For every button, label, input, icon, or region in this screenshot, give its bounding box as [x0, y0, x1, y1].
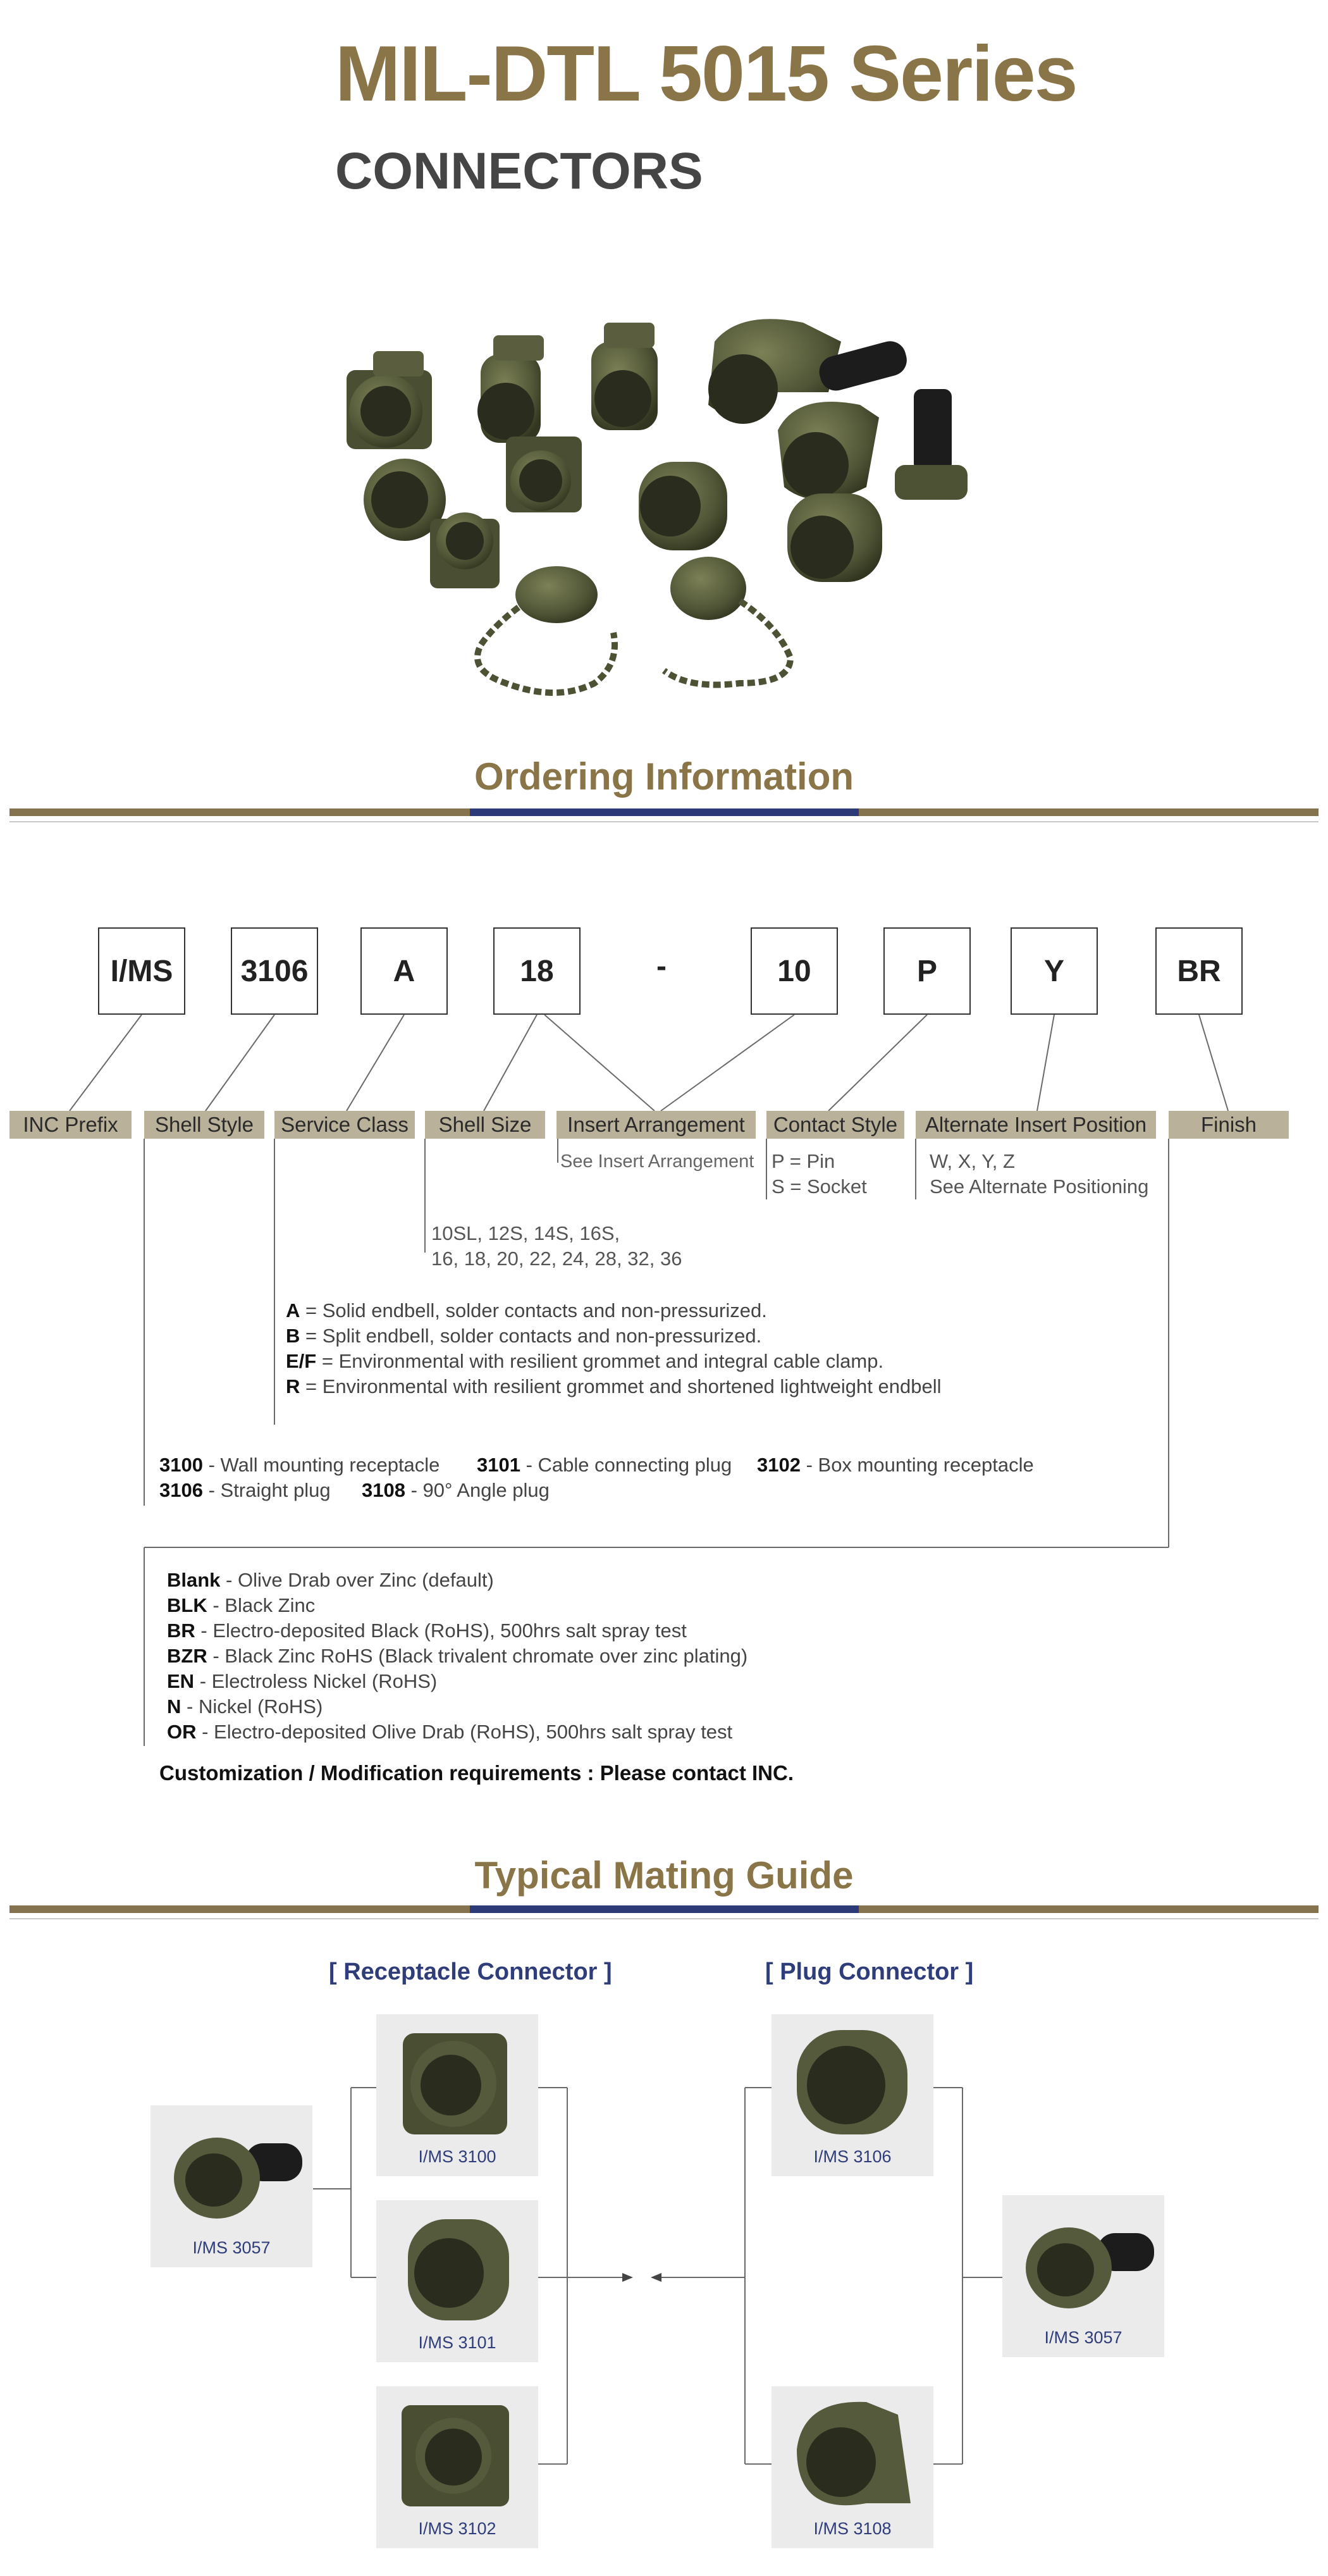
card-caption: I/MS 3100 [418, 2147, 496, 2166]
finish-br: BR - Electro-deposited Black (RoHS), 500hrs salt spray test [167, 1619, 687, 1642]
label-insert-arrangement: Insert Arrangement [556, 1111, 756, 1139]
card-ims3057-right [1002, 2195, 1164, 2357]
page-subtitle: CONNECTORS [335, 142, 703, 200]
pn-insert-box: 10 [751, 927, 838, 1015]
receptacle-heading: [ Receptacle Connector ] [329, 1959, 612, 1985]
card-ims3102 [376, 2386, 538, 2548]
card-ims3106 [772, 2014, 933, 2176]
contact-pin: P = Pin [772, 1150, 835, 1172]
label-contact-style: Contact Style [766, 1111, 904, 1139]
label-service-class: Service Class [274, 1111, 415, 1139]
ordering-section-title: Ordering Information [474, 755, 854, 798]
card-caption: I/MS 3101 [418, 2333, 496, 2352]
service-class-a: A = Solid endbell, solder contacts and non-pressurized. [286, 1299, 767, 1322]
label-shell-style: Shell Style [144, 1111, 264, 1139]
customization-note: Customization / Modification requirements : Please contact INC. [159, 1761, 794, 1785]
card-caption: I/MS 3057 [192, 2238, 271, 2257]
finish-bzr: BZR - Black Zinc RoHS (Black trivalent chromate over zinc plating) [167, 1645, 748, 1667]
pn-service-class-box: A [360, 927, 448, 1015]
card-caption: I/MS 3106 [813, 2147, 892, 2166]
shell-style-3102: 3102 - Box mounting receptacle [757, 1454, 1034, 1476]
finish-blk: BLK - Black Zinc [167, 1594, 316, 1616]
card-caption: I/MS 3102 [418, 2519, 496, 2538]
finish-en: EN - Electroless Nickel (RoHS) [167, 1670, 438, 1692]
insert-arrangement-note: See Insert Arrangement [560, 1151, 754, 1172]
pn-shell-style-box: 3106 [231, 927, 318, 1015]
label-inc-prefix: INC Prefix [9, 1111, 132, 1139]
shell-style-3101: 3101 - Cable connecting plug [477, 1454, 732, 1476]
card-caption: I/MS 3108 [813, 2519, 892, 2538]
alt-position-note: See Alternate Positioning [930, 1175, 1149, 1198]
mating-section-title: Typical Mating Guide [474, 1854, 854, 1897]
label-alt-insert-position: Alternate Insert Position [916, 1111, 1156, 1139]
service-class-r: R = Environmental with resilient grommet and shortened lightweight endbell [286, 1375, 942, 1397]
alt-position-values: W, X, Y, Z [930, 1150, 1015, 1172]
finish-blank: Blank - Olive Drab over Zinc (default) [167, 1569, 494, 1591]
label-shell-size: Shell Size [425, 1111, 545, 1139]
card-ims3057-left [151, 2105, 312, 2267]
shell-style-3100: 3100 - Wall mounting receptacle [159, 1454, 440, 1476]
card-ims3108 [772, 2386, 933, 2548]
pn-dash: - [656, 950, 667, 983]
pn-alt-position-box: Y [1011, 927, 1098, 1015]
pn-finish-box: BR [1155, 927, 1243, 1015]
shell-sizes-line2: 16, 18, 20, 22, 24, 28, 32, 36 [431, 1248, 682, 1270]
finish-or: OR - Electro-deposited Olive Drab (RoHS), 500hrs salt spray test [167, 1721, 733, 1743]
card-caption: I/MS 3057 [1044, 2328, 1122, 2347]
pn-contact-box: P [883, 927, 971, 1015]
shell-sizes-line1: 10SL, 12S, 14S, 16S, [431, 1222, 620, 1244]
finish-n: N - Nickel (RoHS) [167, 1695, 323, 1718]
shell-style-3108: 3108 - 90° Angle plug [362, 1479, 550, 1501]
card-ims3101 [376, 2200, 538, 2362]
service-class-b: B = Split endbell, solder contacts and non-pressurized. [286, 1325, 762, 1347]
service-class-ef: E/F = Environmental with resilient grommet and integral cable clamp. [286, 1350, 884, 1372]
pn-prefix-box: I/MS [98, 927, 185, 1015]
label-finish: Finish [1169, 1111, 1289, 1139]
shell-style-3106: 3106 - Straight plug [159, 1479, 331, 1501]
page-title: MIL-DTL 5015 Series [335, 30, 1077, 118]
pn-shell-size-box: 18 [493, 927, 581, 1015]
plug-heading: [ Plug Connector ] [765, 1959, 974, 1985]
card-ims3100 [376, 2014, 538, 2176]
contact-socket: S = Socket [772, 1175, 867, 1198]
